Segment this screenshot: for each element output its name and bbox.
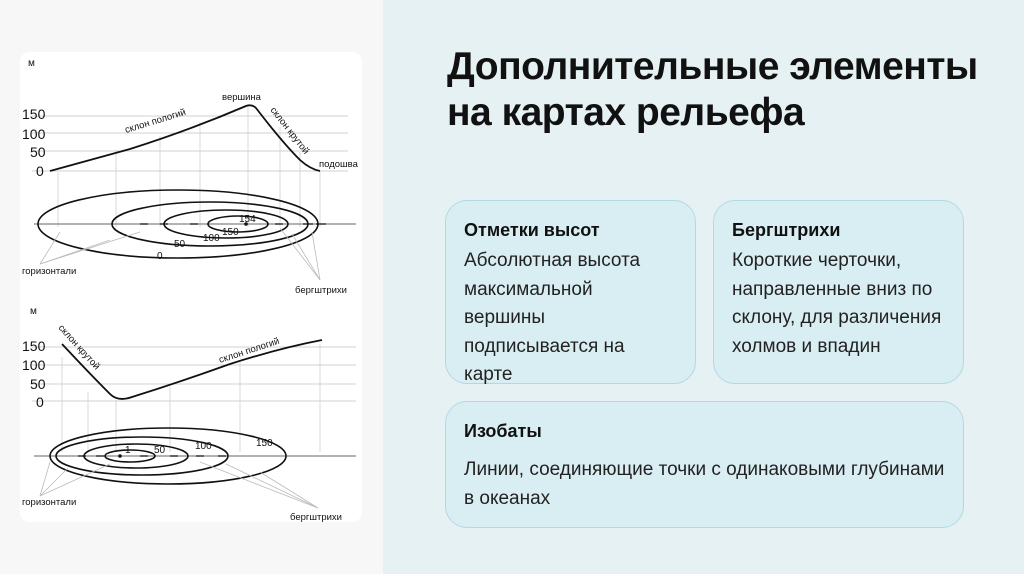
bottom-label-contours: горизонтали [22,497,77,508]
left-panel [0,0,383,574]
card-isobaths-title: Изобаты [464,421,542,441]
bottom-unit-label: м [30,306,37,317]
top-label-contour-100: 100 [203,233,220,244]
bottom-label-hachures: бергштрихи [290,512,342,522]
top-label-contour-150: 150 [222,227,239,238]
card-isobaths-text: Линии, соединяющие точки с одинаковыми глубинами в океанах [464,459,945,509]
top-callout-lines [40,228,320,280]
card-spot-heights-text: Абсолютная высота максимальной вершины подписывается на карте [464,250,641,385]
relief-figure [20,52,362,522]
top-label-foot: подошва [319,159,358,170]
bottom-label-slope-gentle: склон пологий [217,335,281,366]
card-hachures [713,200,964,384]
card-spot-heights [445,200,696,384]
top-unit-label: м [28,58,35,69]
top-label-slope-steep: склон крутой [267,105,312,157]
top-label-hachures: бергштрихи [295,285,347,296]
top-tick-0: 0 [36,163,44,179]
bottom-label-contour-100: 100 [195,441,212,452]
top-tick-150: 150 [22,106,46,122]
relief-diagram [20,52,362,522]
bottom-label-slope-steep: склон крутой [55,322,102,373]
top-label-spot-height: 154 [239,214,256,225]
card-hachures-text: Короткие черточки, направленные вниз по склону, для различения холмов и впадин [732,250,942,357]
top-label-summit: вершина [222,92,261,103]
bottom-label-contour-150: 150 [256,438,273,449]
card-isobaths [445,401,964,528]
bottom-tick-150: 150 [22,338,46,354]
top-tick-50: 50 [30,144,46,160]
top-label-contour-0: 0 [157,251,163,262]
card-spot-heights-title: Отметки высот [464,220,600,240]
bottom-tick-0: 0 [36,394,44,410]
top-label-contour-50: 50 [174,239,186,250]
bottom-depression-profile [62,340,322,399]
bottom-spot-depth-dot [118,454,122,458]
bottom-projection-lines [62,344,320,452]
top-tick-100: 100 [22,126,46,142]
top-label-slope-gentle: склон пологий [123,106,188,136]
slide-title: Дополнительные элементы на картах рельефа [447,45,978,134]
bottom-tick-50: 50 [30,376,46,392]
bottom-label-spot-depth: 1 [125,445,131,456]
bottom-label-contour-50: 50 [154,445,166,456]
card-hachures-title: Бергштрихи [732,220,841,240]
top-label-contours: горизонтали [22,266,77,277]
bottom-tick-100: 100 [22,357,46,373]
